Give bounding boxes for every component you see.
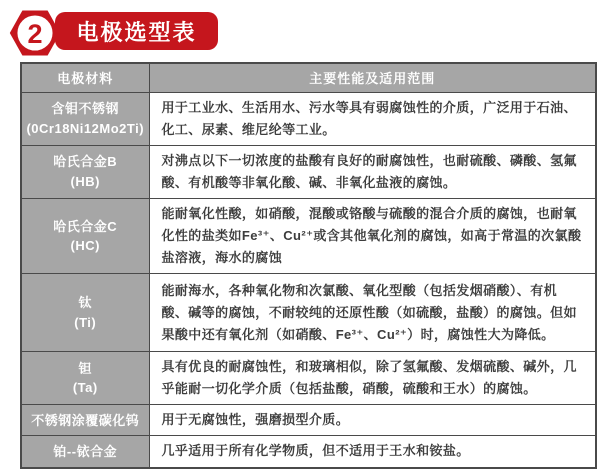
material-cell (21, 405, 149, 436)
material-code: (Ta) (72, 380, 98, 396)
material-name: 含钼不锈钢 (51, 101, 119, 117)
table-header-row (21, 63, 596, 92)
description-cell: 能耐海水，各种氧化物和次氯酸、氧化型酸（包括发烟硝酸）、有机酸、碱等的腐蚀，不耐较纯的还原性酸（如硫酸，盐酸）的腐蚀。但如果酸中还有氧化剂（如硝酸、Fe³⁺、Cu²⁺）时，腐蚀性大为降低。 (149, 274, 596, 352)
table-row (21, 352, 596, 405)
material-code: (HC) (70, 238, 100, 254)
column-header-performance: 主要性能及适用范围 (149, 63, 596, 92)
number-badge-hexagon-icon (8, 6, 62, 60)
table-row (21, 198, 596, 273)
material-name: 哈氏合金B (53, 154, 118, 170)
material-code: (0Cr18Ni12Mo2Ti) (26, 120, 145, 136)
material-name: 不锈钢涂覆碳化钨 (31, 412, 140, 428)
page-header (0, 0, 600, 62)
electrode-selection-table (20, 62, 597, 469)
description-cell: 几乎适用于所有化学物质，但不适用于王水和铵盐。 (149, 436, 596, 468)
banner-title (55, 12, 218, 50)
material-name: 哈氏合金C (53, 218, 118, 234)
material-code: (HB) (70, 173, 100, 189)
banner-title-text: 电极选型表 (76, 19, 197, 45)
material-cell (21, 145, 149, 198)
material-name: 铂--铱合金 (53, 443, 118, 459)
material-cell (21, 436, 149, 468)
description-cell: 用于工业水、生活用水、污水等具有弱腐蚀性的介质，广泛用于石油、化工、尿素、维尼纶等工业。 (149, 92, 596, 145)
column-header-material: 电极材料 (21, 63, 149, 92)
material-name: 钛 (78, 295, 92, 311)
material-cell (21, 352, 149, 405)
description-cell: 能耐氧化性酸，如硝酸，混酸或铬酸与硫酸的混合介质的腐蚀，也耐氧化性的盐类如Fe³⁺、Cu²⁺或含其他氧化剂的腐蚀，如高于常温的次氯酸盐溶液，海水的腐蚀 (149, 198, 596, 273)
material-name: 钽 (78, 360, 92, 376)
material-cell (21, 198, 149, 273)
table-row (21, 145, 596, 198)
description-cell: 具有优良的耐腐蚀性，和玻璃相似，除了氢氟酸、发烟硫酸、碱外，几乎能耐一切化学介质（包括盐酸，硝酸，硫酸和王水）的腐蚀。 (149, 352, 596, 405)
material-code: (Ti) (74, 314, 97, 330)
electrode-table-wrap (20, 62, 597, 469)
table-row (21, 274, 596, 352)
table-row (21, 436, 596, 468)
table-row (21, 405, 596, 436)
material-cell (21, 274, 149, 352)
badge-number: 2 (27, 18, 43, 49)
description-cell: 对沸点以下一切浓度的盐酸有良好的耐腐蚀性，也耐硫酸、磷酸、氢氟酸、有机酸等非氧化酸、碱、非氧化盐液的腐蚀。 (149, 145, 596, 198)
material-cell (21, 92, 149, 145)
table-row (21, 92, 596, 145)
description-cell: 用于无腐蚀性，强磨损型介质。 (149, 405, 596, 436)
